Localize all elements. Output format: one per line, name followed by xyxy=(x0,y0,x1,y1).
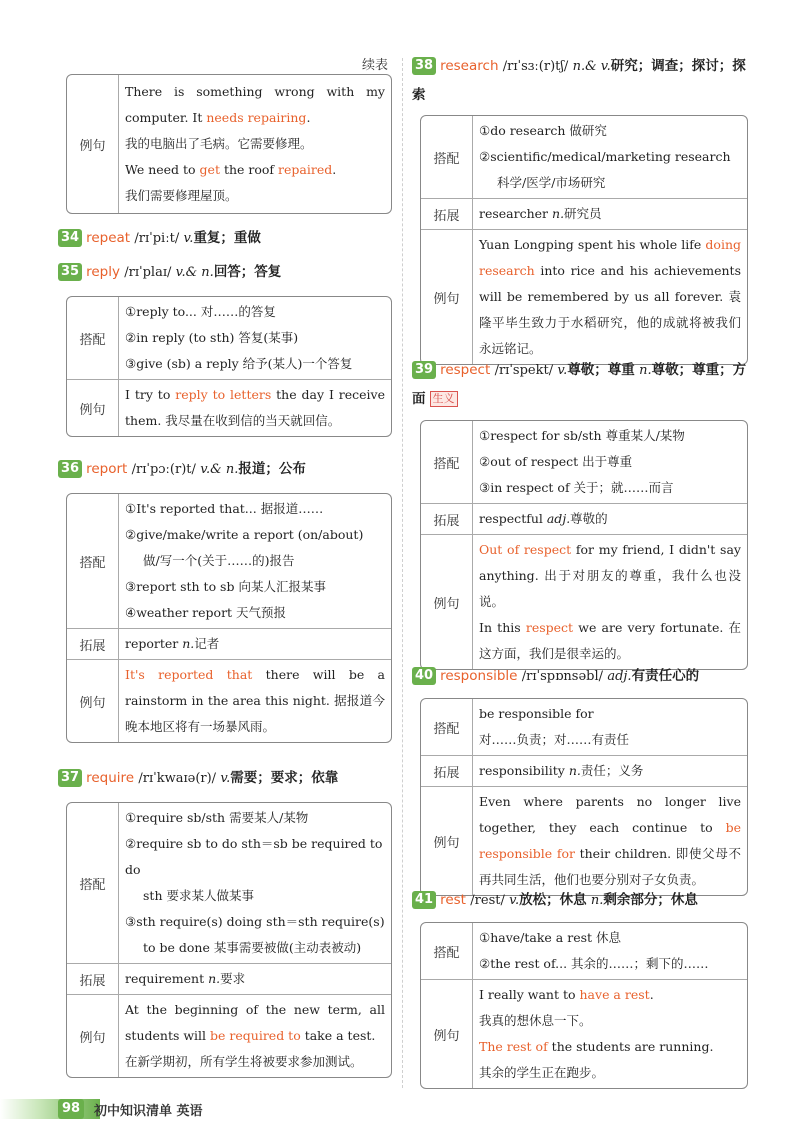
highlight: be required to xyxy=(210,1028,301,1043)
continued-example-table xyxy=(66,74,392,214)
highlight: be responsible for xyxy=(479,820,741,861)
respect-table xyxy=(420,420,748,670)
column-divider xyxy=(402,58,403,1088)
collocation: 科学/医学/市场研究 xyxy=(497,175,606,190)
headword: research xyxy=(440,58,499,74)
entry-number: 36 xyxy=(58,460,82,478)
entry-rest xyxy=(412,886,748,915)
part-of-speech: n. xyxy=(568,763,581,778)
meaning: 剩余部分；休息 xyxy=(603,892,698,908)
part-of-speech: v. xyxy=(509,893,520,908)
entry-responsible xyxy=(412,662,748,691)
entry-number: 41 xyxy=(412,891,436,909)
phonetic: /rest/ xyxy=(470,893,505,908)
collocation: ③give (sb) a reply 给予(某人)一个答复 xyxy=(125,356,353,371)
entry-number: 35 xyxy=(58,263,82,281)
part-of-speech: n. xyxy=(590,893,604,908)
highlight: have a rest xyxy=(579,987,650,1002)
example-text: the day I receive them. 我尽量在收到信的当天就回信。 xyxy=(125,387,386,428)
collocation: ②the rest of... 其余的……；剩下的…… xyxy=(479,956,709,971)
liju-label: 例句 xyxy=(67,994,119,1077)
entry-number: 40 xyxy=(412,667,436,685)
dapei-label: 搭配 xyxy=(67,494,119,628)
meaning: 尊敬；尊重 xyxy=(567,362,635,378)
phonetic: /rɪˈkwaɪə(r)/ xyxy=(138,771,217,786)
collocation: ②scientific/medical/marketing research xyxy=(479,149,731,164)
liju-label: 例句 xyxy=(421,979,473,1088)
headword: responsible xyxy=(440,668,518,684)
part-of-speech: n. xyxy=(208,971,221,986)
collocation: be responsible for xyxy=(479,706,594,721)
derived-meaning: 研究员 xyxy=(564,206,602,221)
example-text: I really want to xyxy=(479,987,580,1002)
example-translation: 我们需要修理屋顶。 xyxy=(125,188,238,203)
example-text: into rice and his achievements will be remembered by us all forever. 袁隆平毕生致力于水稻研究，他的成就将被我们永远铭记。 xyxy=(479,263,741,356)
headword: require xyxy=(86,770,135,786)
tuozhan-label: 拓展 xyxy=(67,963,119,994)
meaning: 重复；重做 xyxy=(193,230,261,246)
meaning: 有责任心的 xyxy=(631,668,700,684)
entry-number: 38 xyxy=(412,57,436,75)
entry-research xyxy=(412,52,748,109)
collocation: ①do research 做研究 xyxy=(479,123,607,138)
dapei-label: 搭配 xyxy=(421,923,473,979)
phonetic: /rɪˈpɔː(r)t/ xyxy=(131,462,196,477)
derived-word: responsibility xyxy=(479,763,569,778)
dapei-label: 搭配 xyxy=(421,116,473,198)
example-text: we are very fortunate. 在这方面，我们是很幸运的。 xyxy=(479,620,741,661)
entry-require xyxy=(58,764,392,793)
highlight: doing research xyxy=(479,237,741,278)
example-text: their children. 即使父母不再共同生活，他们也要分别对子女负责。 xyxy=(479,846,741,887)
example-translation: 其余的学生正在跑步。 xyxy=(479,1065,605,1080)
liju-label: 例句 xyxy=(67,379,119,436)
headword: rest xyxy=(440,892,466,908)
headword: respect xyxy=(440,362,491,378)
derived-meaning: 要求 xyxy=(220,971,246,986)
phonetic: /rɪˈsɜː(r)tʃ/ xyxy=(502,59,569,74)
collocation: ①It's reported that... 据报道…… xyxy=(125,501,324,516)
example-text: the students are running. xyxy=(547,1039,714,1054)
collocation: ③sth require(s) doing sth＝sth require(s) xyxy=(125,914,385,929)
phonetic: /rɪˈspɒnsəbl/ xyxy=(521,669,604,684)
example-text: Yuan Longping spent his whole life xyxy=(479,237,706,252)
liju-label: 例句 xyxy=(421,786,473,895)
collocation: ③report sth to sb 向某人汇报某事 xyxy=(125,579,326,594)
collocation: 对……负责；对……有责任 xyxy=(479,732,630,747)
example-translation: 我的电脑出了毛病。它需要修理。 xyxy=(125,136,313,151)
collocation: ①respect for sb/sth 尊重某人/某物 xyxy=(479,428,685,443)
part-of-speech: v.& n. xyxy=(200,462,239,477)
example-text: take a test. xyxy=(300,1028,376,1043)
meaning: 放松；休息 xyxy=(519,892,587,908)
headword: repeat xyxy=(86,230,131,246)
derived-word: reporter xyxy=(125,636,183,651)
part-of-speech: n.& v. xyxy=(572,59,611,74)
collocation: sth 要求某人做某事 xyxy=(143,888,254,903)
footer-bar xyxy=(0,1099,100,1119)
meaning: 需要；要求；依靠 xyxy=(230,770,339,786)
responsible-table xyxy=(420,698,748,896)
highlight: The rest of xyxy=(479,1039,548,1054)
dapei-label: 搭配 xyxy=(67,803,119,963)
book-title: 初中知识清单 英语 xyxy=(94,1104,203,1119)
example-translation: 我真的想休息一下。 xyxy=(479,1013,592,1028)
derived-word: respectful xyxy=(479,511,547,526)
collocation: ①reply to... 对……的答复 xyxy=(125,304,276,319)
part-of-speech: n. xyxy=(182,636,195,651)
highlight: repaired xyxy=(278,162,333,177)
collocation: ③in respect of 关于；就……而言 xyxy=(479,480,674,495)
example-text: Even where parents no longer live together, they each continue to xyxy=(479,794,741,835)
entry-reply xyxy=(58,258,392,287)
example-text: At the beginning of the new term, all students will xyxy=(125,1002,385,1043)
collocation: ②in reply (to sth) 答复(某事) xyxy=(125,330,299,345)
liju-label: 例句 xyxy=(421,229,473,364)
entry-respect xyxy=(412,356,748,413)
collocation: ②give/make/write a report (on/about) xyxy=(125,527,364,542)
example-text: I try to xyxy=(125,387,176,402)
research-table xyxy=(420,115,748,365)
tuozhan-label: 拓展 xyxy=(67,628,119,659)
derived-meaning: 尊敬的 xyxy=(570,511,608,526)
example-text: In this xyxy=(479,620,526,635)
liju-label: 例句 xyxy=(67,75,119,213)
page-footer xyxy=(0,1095,800,1121)
reply-table xyxy=(66,296,392,437)
part-of-speech: n. xyxy=(552,206,565,221)
tuozhan-label: 拓展 xyxy=(421,755,473,786)
headword: reply xyxy=(86,264,120,280)
meaning: 报道；公布 xyxy=(238,461,306,477)
example-text: We need to xyxy=(125,162,200,177)
derived-word: requirement xyxy=(125,971,209,986)
collocation: ④weather report 天气预报 xyxy=(125,605,287,620)
meaning: 尊敬；尊重；方面 xyxy=(412,362,747,407)
tuozhan-label: 拓展 xyxy=(421,503,473,534)
entry-number: 37 xyxy=(58,769,82,787)
report-table xyxy=(66,493,392,743)
highlight: needs repairing xyxy=(206,110,307,125)
example-text: . xyxy=(306,110,311,125)
highlight: reply to letters xyxy=(175,387,272,402)
rest-table xyxy=(420,922,748,1089)
derived-meaning: 责任；义务 xyxy=(580,763,644,778)
highlight: Out of respect xyxy=(479,542,572,557)
highlight: respect xyxy=(525,620,574,635)
tuozhan-label: 拓展 xyxy=(421,198,473,229)
headword: report xyxy=(86,461,128,477)
example-text: . xyxy=(649,987,654,1002)
collocation: 做/写一个(关于……的)报告 xyxy=(143,553,295,568)
example-text: there will be a rainstorm in the area this night. 据报道今晚本地区将有一场暴风雨。 xyxy=(125,667,385,734)
collocation: to be done 某事需要被做(主动表被动) xyxy=(143,940,362,955)
new-meaning-badge: 生义 xyxy=(430,391,458,407)
phonetic: /rɪˈplaɪ/ xyxy=(124,265,172,280)
derived-word: researcher xyxy=(479,206,553,221)
continued-label: 续表 xyxy=(362,58,389,73)
part-of-speech: v.& n. xyxy=(175,265,214,280)
example-text: the roof xyxy=(219,162,279,177)
example-translation: 在新学期初，所有学生将被要求参加测试。 xyxy=(125,1054,363,1069)
part-of-speech: n. xyxy=(639,363,652,378)
highlight: get xyxy=(199,162,220,177)
part-of-speech: adj. xyxy=(607,669,632,684)
meaning: 研究；调查；探讨；探索 xyxy=(412,58,746,103)
example-text: for my friend, I didn't say anything. 出于对朋友的尊重，我什么也没说。 xyxy=(479,542,741,609)
meaning: 回答；答复 xyxy=(213,264,282,280)
entry-number: 34 xyxy=(58,229,82,247)
entry-report xyxy=(58,455,392,484)
entry-number: 39 xyxy=(412,361,436,379)
collocation: ①require sb/sth 需要某人/某物 xyxy=(125,810,309,825)
entry-repeat xyxy=(58,224,392,253)
collocation: ②out of respect 出于尊重 xyxy=(479,454,633,469)
collocation: ①have/take a rest 休息 xyxy=(479,930,622,945)
collocation: ②require sb to do sth＝sb be required to do xyxy=(125,836,383,877)
require-table xyxy=(66,802,392,1078)
part-of-speech: v. xyxy=(557,363,568,378)
liju-label: 例句 xyxy=(421,534,473,669)
phonetic: /rɪˈspekt/ xyxy=(494,363,554,378)
example-text: . xyxy=(332,162,337,177)
example-text: There is something wrong with my computer. It xyxy=(125,84,385,125)
part-of-speech: v. xyxy=(183,231,194,246)
phonetic: /rɪˈpiːt/ xyxy=(134,231,180,246)
derived-meaning: 记者 xyxy=(194,636,220,651)
liju-label: 例句 xyxy=(67,659,119,742)
dapei-label: 搭配 xyxy=(421,699,473,755)
page-number: 98 xyxy=(58,1099,84,1119)
highlight: It's reported that xyxy=(125,667,253,682)
part-of-speech: adj. xyxy=(546,511,571,526)
dapei-label: 搭配 xyxy=(67,297,119,379)
dapei-label: 搭配 xyxy=(421,421,473,503)
part-of-speech: v. xyxy=(220,771,231,786)
